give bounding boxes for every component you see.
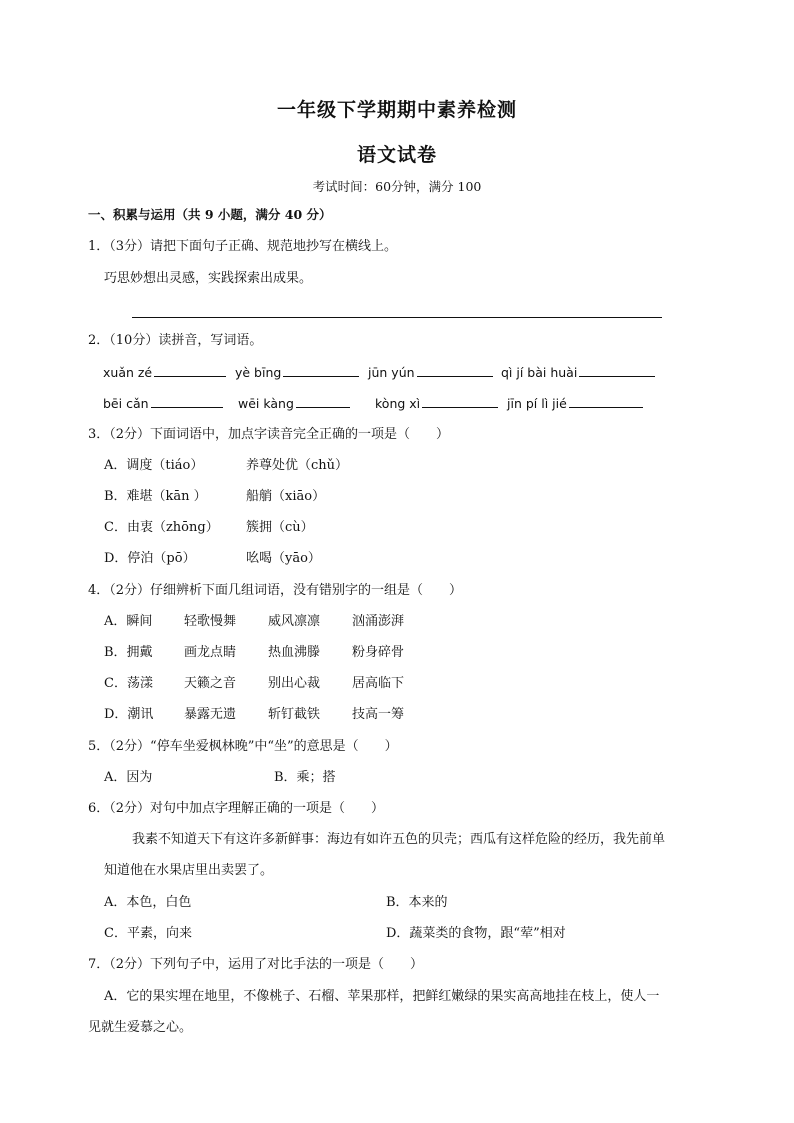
pinyin-item: kòng xì [375,395,498,413]
q4-word: 威风凛凛 [268,614,321,629]
question-1-sentence: 巧思妙想出灵感，实践探索出成果。 [104,271,313,286]
question-5-stem: 5．（2分）“停车坐爱枫林晚”中“坐”的意思是（ ） [88,739,398,754]
pinyin-item: qì jí bài huài [501,364,655,382]
q4-option-d: D．潮讯 [104,707,154,722]
pinyin-item: bēi cǎn [103,395,223,413]
q3-option-d: D．停泊（pō） [104,551,196,566]
q3-option-a-word2: 养尊处优（chǔ） [246,458,349,473]
section-heading: 一、积累与运用（共 9 小题，满分 40 分） [88,207,332,222]
q4-option-b: B．拥戴 [104,645,153,660]
pinyin-item: jūn yún [368,364,493,382]
q4-word: 天籁之音 [184,676,237,691]
q4-word: 画龙点睛 [184,645,237,660]
q3-option-b: B．难堪（kān ） [104,489,207,504]
q4-word: 汹涌澎湃 [352,614,405,629]
q7-option-a-line1: A．它的果实埋在地里，不像桃子、石榴、苹果那样，把鲜红嫩绿的果实高高地挂在枝上，使人一 [104,989,660,1004]
q5-option-a: A．因为 [104,770,153,785]
q6-option-a: A．本色，白色 [104,895,192,910]
question-7-stem: 7．（2分）下列句子中，运用了对比手法的一项是（ ） [88,957,424,972]
q6-option-b: B．本来的 [386,895,448,910]
q4-word: 轻歌慢舞 [184,614,237,629]
q4-word: 粉身碎骨 [352,645,405,660]
q5-option-b: B．乘；搭 [274,770,336,785]
q3-option-a: A．调度（tiáo） [104,458,204,473]
q7-option-a-line2: 见就生爱慕之心。 [88,1020,193,1035]
question-1-stem: 1．（3分）请把下面句子正确、规范地抄写在横线上。 [88,239,398,254]
q6-passage-line1: 我素不知道天下有这许多新鲜事：海边有如许五色的贝壳；西瓜有这样危险的经历，我先前单 [132,832,666,847]
q3-option-d-word2: 吆喝（yāo） [246,551,321,566]
q4-word: 暴露无遗 [184,707,237,722]
question-6-stem: 6．（2分）对句中加点字理解正确的一项是（ ） [88,801,385,816]
q4-word: 斩钉截铁 [268,707,321,722]
question-3-stem: 3．（2分）下面词语中，加点字读音完全正确的一项是（ ） [88,427,450,442]
exam-subtitle: 语文试卷 [356,144,437,166]
pinyin-item: jīn pí lì jié [507,395,643,413]
q3-option-c: C．由衷（zhōng） [104,520,219,535]
q6-passage-line2: 知道他在水果店里出卖罢了。 [104,863,274,878]
q4-option-a: A．瞬间 [104,614,153,629]
q4-word: 别出心裁 [268,676,321,691]
q6-option-c: C．平素，向来 [104,926,192,941]
exam-title: 一年级下学期期中素养检测 [276,99,517,121]
pinyin-item: xuǎn zé [103,364,226,382]
q6-option-d: D．蔬菜类的食物，跟“荤”相对 [386,926,566,941]
q3-option-c-word2: 簇拥（cù） [246,520,314,535]
question-2-stem: 2．（10分）读拼音，写词语。 [88,333,263,348]
answer-line [132,316,662,318]
exam-info: 考试时间：60分钟，满分 100 [312,179,482,194]
pinyin-item: wēi kàng [238,395,350,413]
q4-word: 居高临下 [352,676,405,691]
q4-word: 技高一筹 [352,707,405,722]
q3-option-b-word2: 船艄（xiāo） [246,489,326,504]
q4-option-c: C．荡漾 [104,676,153,691]
question-4-stem: 4．（2分）仔细辨析下面几组词语，没有错别字的一组是（ ） [88,583,463,598]
pinyin-item: yè bīng [235,364,359,382]
q4-word: 热血沸滕 [268,645,321,660]
